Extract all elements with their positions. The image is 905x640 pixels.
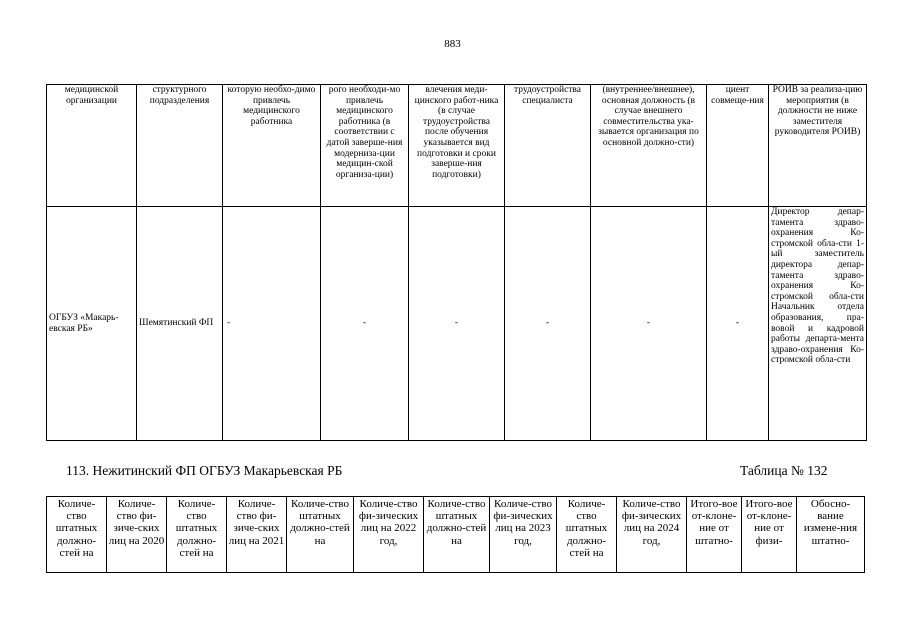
header-cell: Итого-вое от-клоне-ние от штатно- (687, 497, 742, 573)
header-cell: РОИВ за реализа-цию мероприятия (в должности не ниже заместителя руководителя РОИВ) (769, 85, 867, 207)
table-header-row (47, 497, 865, 573)
org-cell: ОГБУЗ «Макарь-евская РБ» (47, 207, 137, 441)
header-cell: Количе-ство штатных должно-стей на (424, 497, 490, 573)
header-cell: Количе-ство штатных должно-стей на (287, 497, 354, 573)
unit-cell: Шемятинский ФП (137, 207, 223, 441)
header-cell: медицинской организации (47, 85, 137, 207)
header-cell: трудоустройства специалиста (505, 85, 591, 207)
header-cell: Итого-вое от-клоне-ние от физи- (742, 497, 797, 573)
header-cell: структурного подразделения (137, 85, 223, 207)
value-cell: - (223, 207, 321, 441)
header-cell: Количе-ство фи-зических лиц на 2022 год, (354, 497, 424, 573)
header-cell: влечения меди-цинского работ-ника (в случае трудоустройства после обучения указывается вид подготовки и сроки заверше-ния подготовки) (409, 85, 505, 207)
staffing-table-132 (46, 496, 865, 573)
header-cell: Количе-ство штатных должно-стей на (557, 497, 617, 573)
header-cell: Количе-ство штатных должно-стей на (47, 497, 107, 573)
staffing-table-continued (46, 84, 867, 441)
table-header-row (47, 85, 867, 207)
header-cell: (внутреннее/внешнее), основная должность (в случае внешнего совместительства ука-зывается организация по основной должно-сти) (591, 85, 707, 207)
value-cell: - (591, 207, 707, 441)
header-cell: Количе-ство фи-зических лиц на 2024 год, (617, 497, 687, 573)
header-cell: циент совмеще-ния (707, 85, 769, 207)
section-title: 113. Нежитинский ФП ОГБУЗ Макарьевская РБ (66, 463, 343, 478)
header-cell: Количе-ство фи-зических лиц на 2023 год, (490, 497, 557, 573)
value-cell: - (707, 207, 769, 441)
responsible-cell: Директор депар-тамента здраво-охранения Ко-стромской обла-сти 1-ый заместитель директора депар-тамента здраво-охранения Ко-стромской обла-сти Начальник отдела образования, пра-вовой и кадровой работы департа-мента здраво-охранения Ко-стромской обла-сти (769, 207, 867, 441)
header-cell: Обосно-вание измене-ния штатно- (797, 497, 865, 573)
page-number: 883 (444, 38, 461, 50)
table-label: Таблица № 132 (740, 463, 828, 478)
value-cell: - (321, 207, 409, 441)
table-row (47, 207, 867, 441)
header-cell: Количе-ство фи-зиче-ских лиц на 2020 (107, 497, 167, 573)
header-cell: которую необхо-димо привлечь медицинского работника (223, 85, 321, 207)
value-cell: - (505, 207, 591, 441)
header-cell: рого необходи-мо привлечь медицинского работника (в соответствии с датой заверше-ния модерниза-ции медицин-ской организа-ции) (321, 85, 409, 207)
header-cell: Количе-ство штатных должно-стей на (167, 497, 227, 573)
header-cell: Количе-ство фи-зиче-ских лиц на 2021 (227, 497, 287, 573)
value-cell: - (409, 207, 505, 441)
